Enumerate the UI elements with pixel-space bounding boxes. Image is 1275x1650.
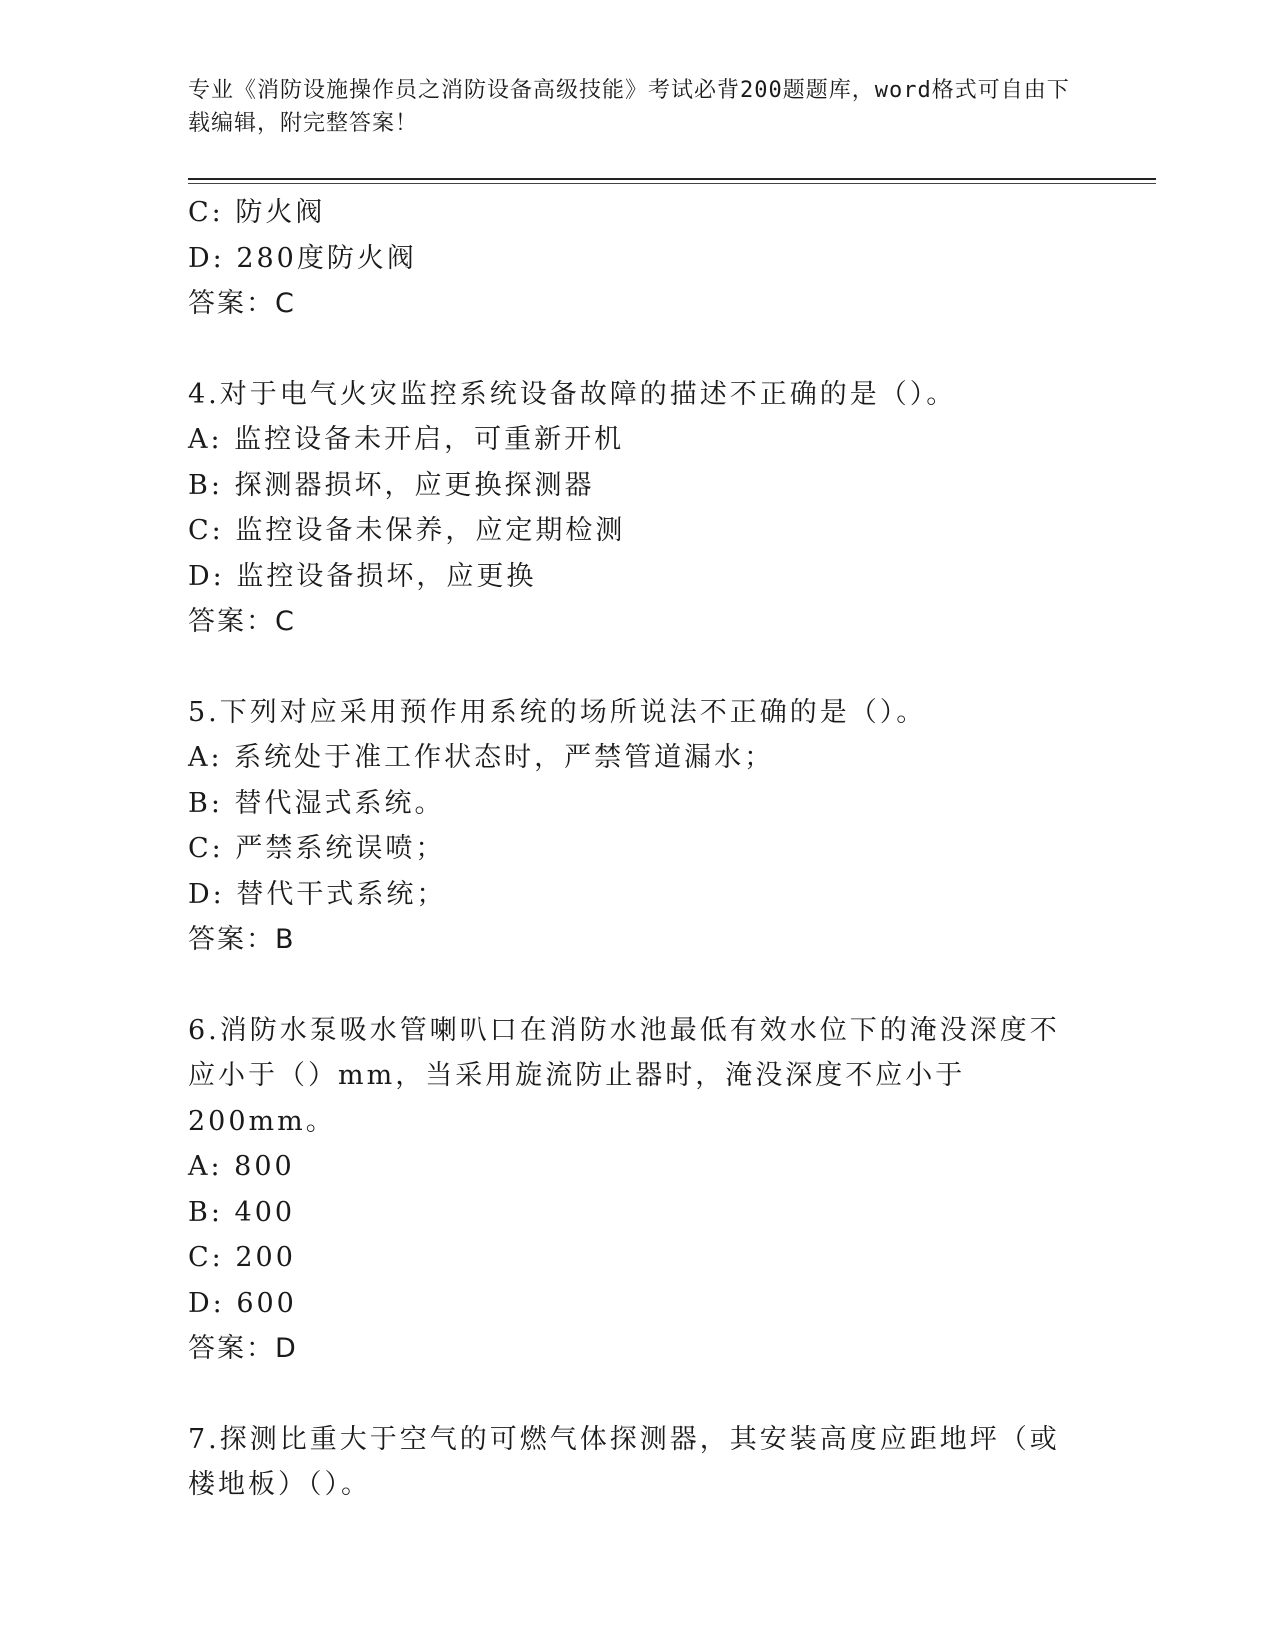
option-d: D: 监控设备损坏，应更换 xyxy=(188,560,537,592)
question-block xyxy=(188,372,1088,645)
spacer xyxy=(188,645,1088,690)
spacer xyxy=(188,327,1088,372)
spacer xyxy=(188,1372,1088,1417)
option-c: C: 防火阀 xyxy=(188,197,326,228)
answer-line: 答案：B xyxy=(188,924,296,955)
header-divider-thin xyxy=(188,183,1156,184)
option-d: D: 替代干式系统； xyxy=(188,878,447,910)
document-header: 专业《消防设施操作员之消防设备高级技能》考试必背200题题库，word格式可自由下载编辑，附完整答案！ xyxy=(188,78,1070,136)
answer-line: 答案：D xyxy=(188,1333,298,1364)
answer-line: 答案：C xyxy=(188,288,296,319)
option-c: C: 严禁系统误喷； xyxy=(188,833,446,864)
option-d: D: 280度防火阀 xyxy=(188,242,417,274)
option-d: D: 600 xyxy=(188,1287,297,1319)
option-a: A: 监控设备未开启，可重新开机 xyxy=(188,424,625,455)
question-stem: 4.对于电气火灾监控系统设备故障的描述不正确的是（）。 xyxy=(188,378,957,410)
question-stem: 7.探测比重大于空气的可燃气体探测器，其安装高度应距地坪（或楼地板）（）。 xyxy=(188,1423,1060,1500)
question-stem: 5.下列对应采用预作用系统的场所说法不正确的是（）。 xyxy=(188,696,927,728)
option-a: A: 系统处于准工作状态时，严禁管道漏水； xyxy=(188,742,775,773)
answer-line: 答案：C xyxy=(188,606,296,637)
option-a: A: 800 xyxy=(188,1151,295,1182)
option-b: B: 替代湿式系统。 xyxy=(188,787,445,819)
option-b: B: 400 xyxy=(188,1196,296,1228)
question-block xyxy=(188,690,1088,963)
option-b: B: 探测器损坏，应更换探测器 xyxy=(188,469,595,501)
option-c: C: 200 xyxy=(188,1242,296,1273)
header-divider-thick xyxy=(188,178,1156,180)
document-page xyxy=(188,0,1168,1650)
question-list xyxy=(188,190,1088,1508)
question-block-partial xyxy=(188,190,1088,327)
option-c: C: 监控设备未保养，应定期检测 xyxy=(188,515,626,546)
question-block xyxy=(188,1008,1088,1372)
question-stem: 6.消防水泵吸水管喇叭口在消防水池最低有效水位下的淹没深度不应小于（）mm，当采用旋流防止器时，淹没深度不应小于200mm。 xyxy=(188,1014,1060,1137)
question-block xyxy=(188,1417,1088,1508)
spacer xyxy=(188,963,1088,1008)
